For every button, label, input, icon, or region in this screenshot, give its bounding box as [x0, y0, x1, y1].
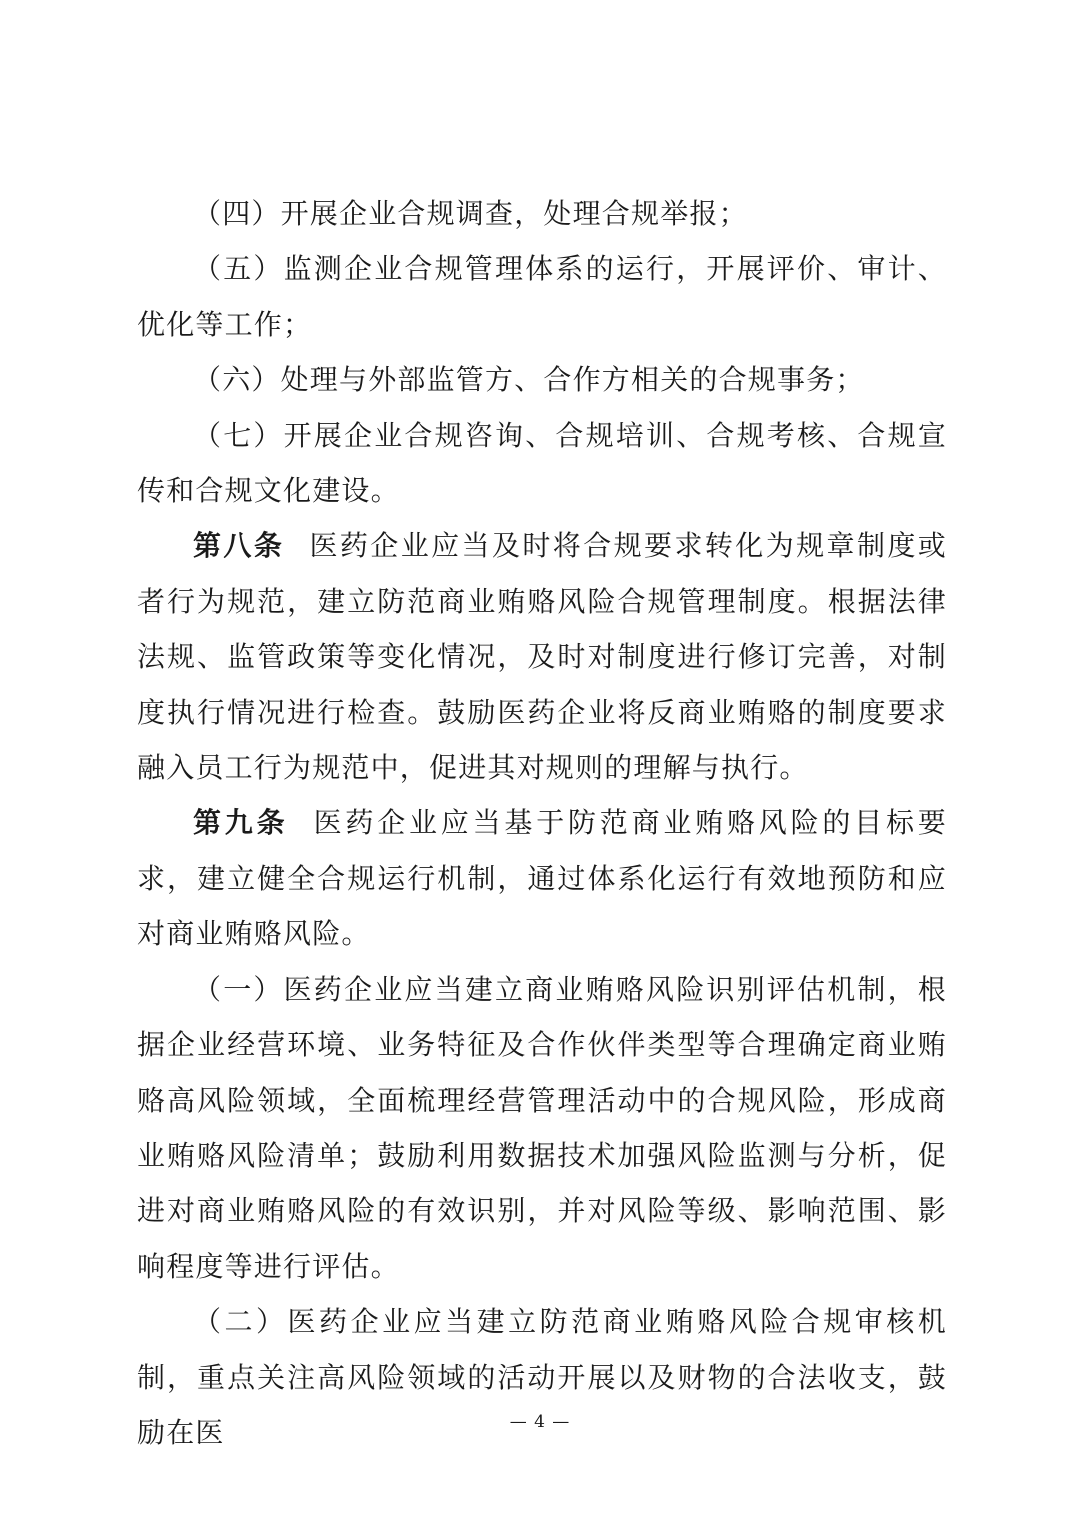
article-heading: 第八条 — [193, 529, 285, 563]
article-8 — [137, 518, 947, 795]
paragraph-text: （四）开展企业合规调查，处理合规举报； — [193, 197, 748, 230]
paragraph-item-1 — [137, 962, 947, 1294]
paragraph-item-6 — [137, 352, 947, 407]
paragraph-text: （六）处理与外部监管方、合作方相关的合规事务； — [193, 363, 865, 397]
paragraph-text: （一）医药企业应当建立商业贿赂风险识别评估机制，根据企业经营环境、业务特征及合作伙伴类型等合理确定商业贿赂高风险领域，全面梳理经营管理活动中的合规风险，形成商业贿赂风险清单；鼓励利用数据技术加强风险监测与分析，促进对商业贿赂风险的有效识别，并对风险等级、影响范围、影响程度等进行评估。 — [137, 972, 947, 1283]
paragraph-text: （五）监测企业合规管理体系的运行，开展评价、审计、优化等工作； — [137, 252, 947, 341]
paragraph-item-2 — [137, 1294, 947, 1460]
page-number: — 4 — — [509, 1412, 571, 1432]
article-heading: 第九条 — [193, 806, 289, 840]
article-9 — [137, 795, 947, 961]
paragraph-item-5 — [137, 241, 947, 352]
article-text: 医药企业应当基于防范商业贿赂风险的目标要求，建立健全合规运行机制，通过体系化运行有效地预防和应对商业贿赂风险。 — [137, 806, 947, 951]
paragraph-text: （七）开展企业合规咨询、合规培训、合规考核、合规宣传和合规文化建设。 — [137, 418, 947, 508]
document-body — [137, 186, 947, 1460]
paragraph-item-7 — [137, 408, 947, 519]
paragraph-text: （二）医药企业应当建立防范商业贿赂风险合规审核机制，重点关注高风险领域的活动开展以及财物的合法收支，鼓励在医 — [137, 1305, 947, 1449]
paragraph-item-4 — [137, 186, 947, 241]
article-text: 医药企业应当及时将合规要求转化为规章制度或者行为规范，建立防范商业贿赂风险合规管理制度。根据法律法规、监管政策等变化情况，及时对制度进行修订完善，对制度执行情况进行检查。鼓励医药企业将反商业贿赂的制度要求融入员工行为规范中，促进其对规则的理解与执行。 — [137, 529, 948, 785]
